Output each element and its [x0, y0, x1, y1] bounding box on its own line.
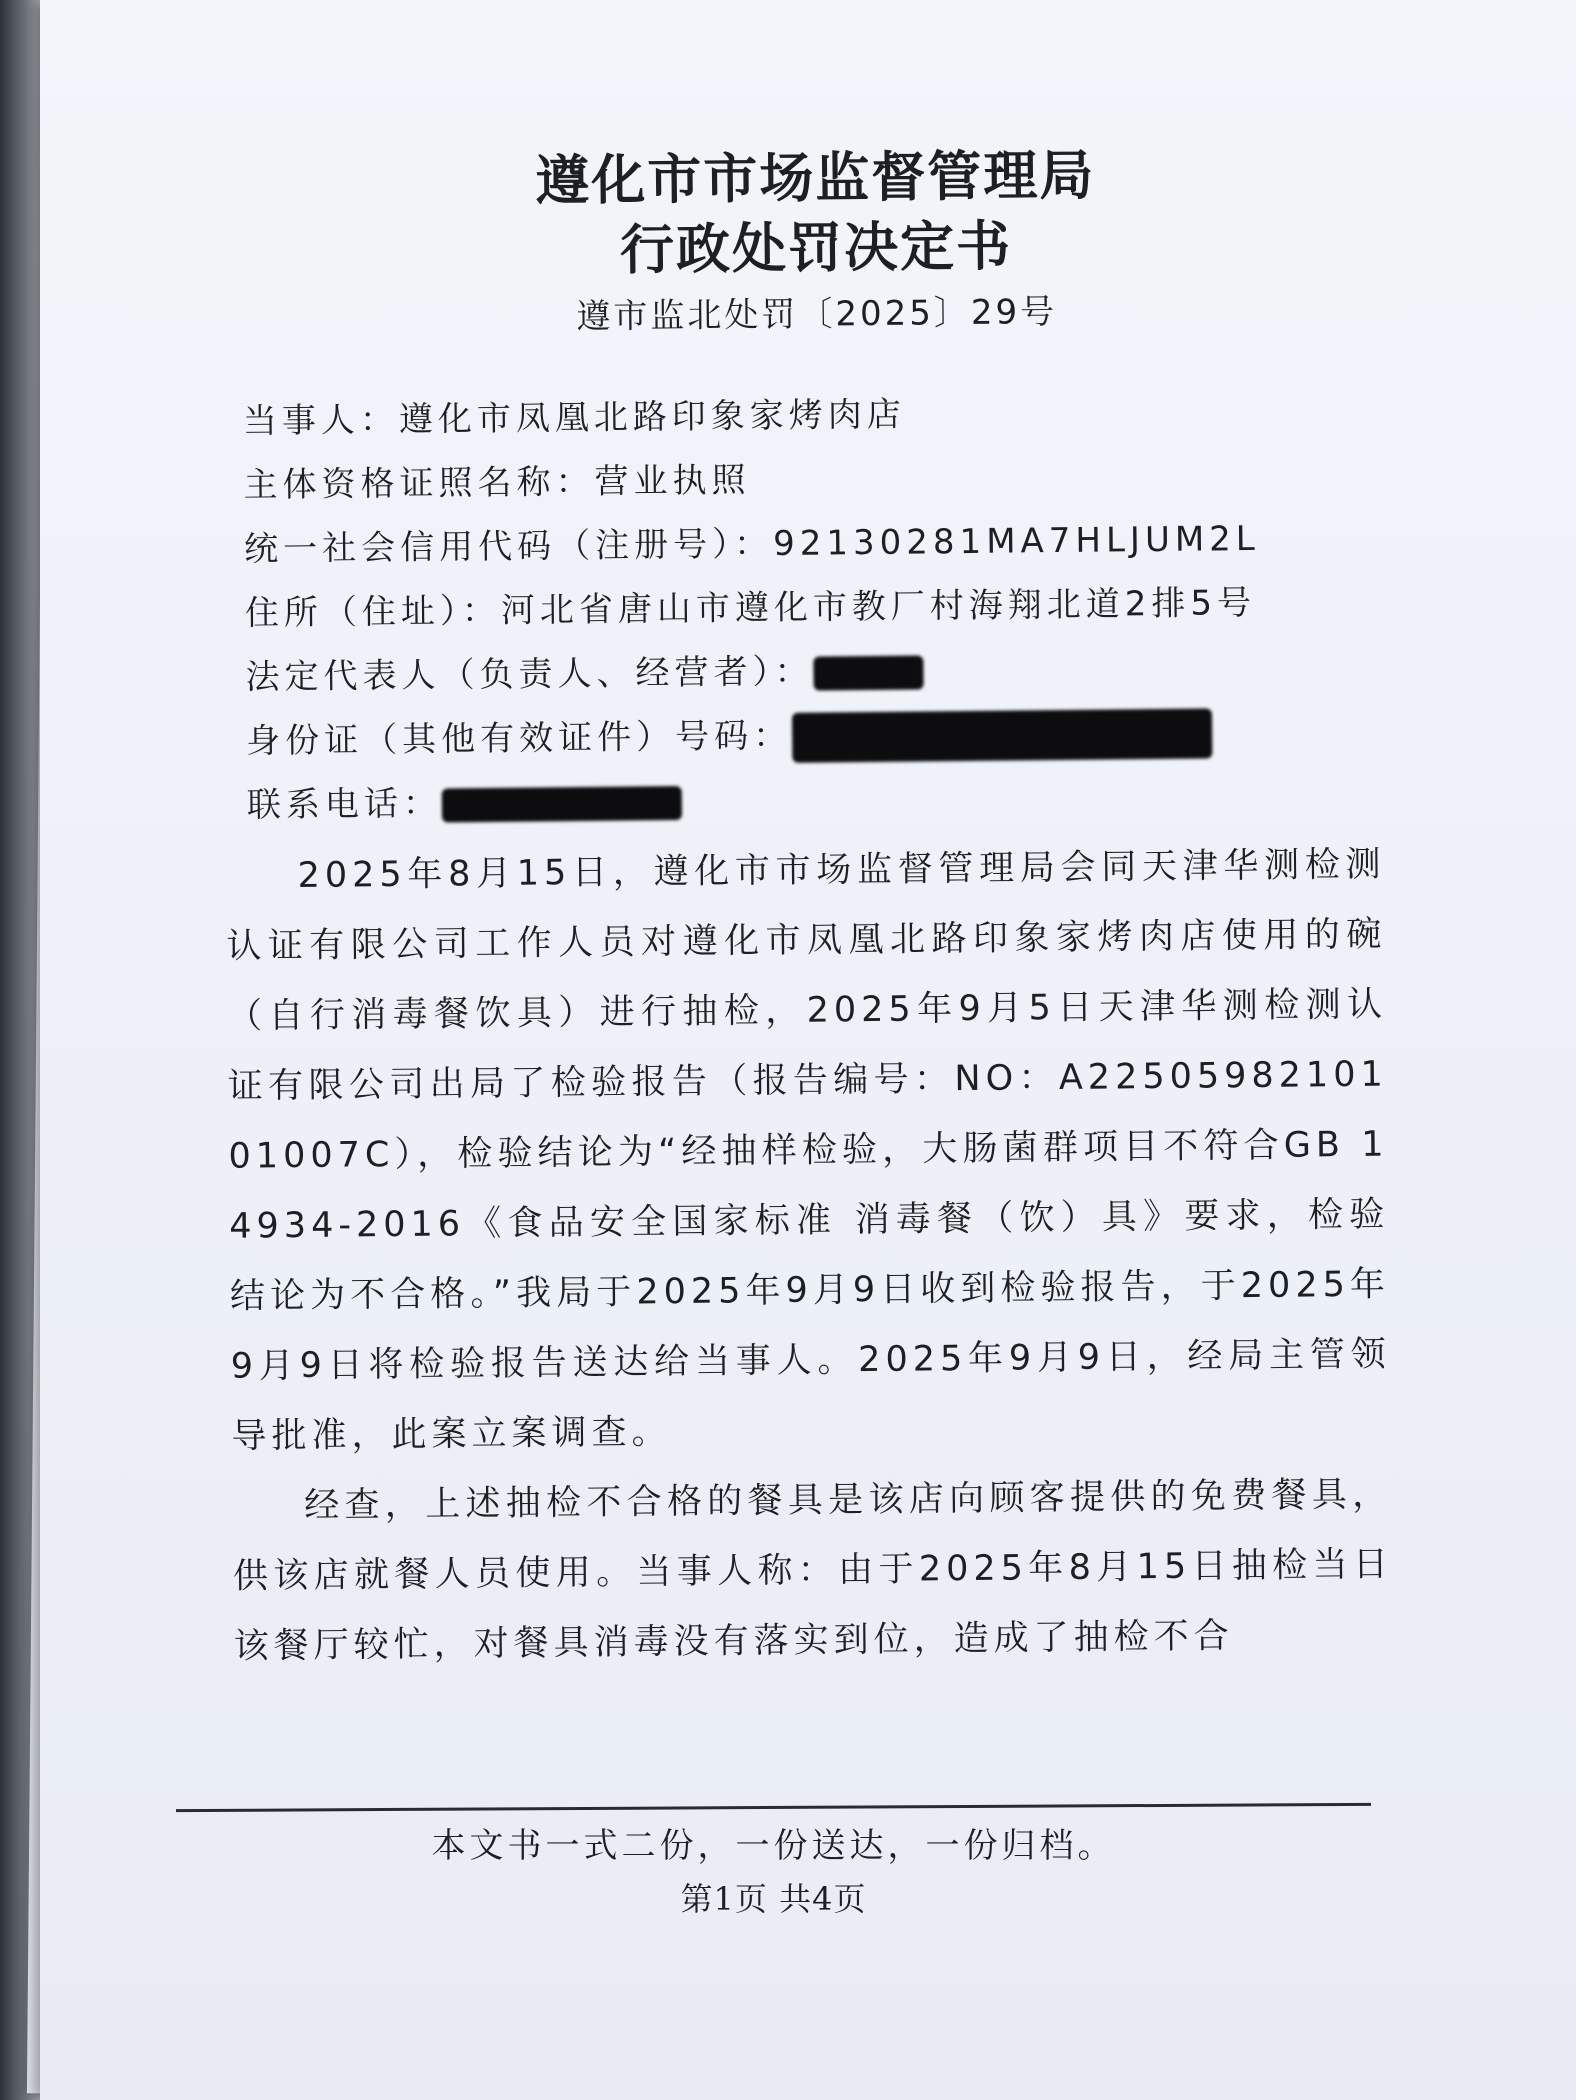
party-info — [203, 377, 1408, 838]
id-number-field — [246, 697, 1407, 773]
party-name-field: 当事人：遵化市凤凰北路印象家烤肉店 — [242, 394, 907, 442]
legal-representative-redaction — [813, 655, 923, 690]
copies-note: 本文书一式二份，一份送达，一份归档。 — [431, 1826, 1116, 1866]
page-number: 第1页 共4页 — [680, 1880, 867, 1918]
paragraph-investigation: 经查，上述抽检不合格的餐具是该店向顾客提供的免费餐具，供该店就餐人员使用。当事人称：由于2025年8月15日抽检当日该餐厅较忙，对餐具消毒没有落实到位，造成了抽检不合 — [232, 1474, 1394, 1667]
id-number-redaction — [792, 708, 1213, 762]
license-name-field: 主体资格证照名称：营业执照 — [243, 460, 751, 506]
id-number-label: 身份证（其他有效证件）号码： — [245, 715, 793, 762]
phone-label: 联系电话： — [246, 783, 443, 826]
document-page — [40, 0, 1576, 2100]
issuing-authority-title: 遵化市市场监督管理局 — [535, 143, 1096, 213]
phone-field — [247, 761, 1408, 837]
document-content — [200, 137, 1416, 1681]
credit-code-field: 统一社会信用代码（注册号）：92130281MA7HLJUM2L — [243, 518, 1260, 570]
document-number: 遵市监北处罚〔2025〕29号 — [576, 292, 1058, 338]
address-field: 住所（住址）：河北省唐山市遵化市教厂村海翔北道2排5号 — [244, 582, 1257, 634]
phone-redaction — [442, 785, 682, 822]
document-type-title: 行政处罚决定书 — [619, 214, 1013, 282]
decision-body — [207, 830, 1394, 1682]
footer-divider — [176, 1803, 1371, 1812]
paragraph-inspection: 2025年8月15日，遵化市市场监督管理局会同天津华测检测认证有限公司工作人员对遵化市凤凰北路印象家烤肉店使用的碗（自行消毒餐饮具）进行抽检，2025年9月5日天津华测检测认证有限公司出局了检验报告（报告编号：NO：A2250598210101007C），检验结论为“经抽样检验，大肠菌群项目不符合GB 14934-2016《食品安全国家标准 消毒餐（饮）具》要求，检验结论为不合格。”我局于2025年9月9日收到检验报告，于2025年9月9日将检验报告送达给当事人。2025年9月9日，经局主管领导批准，此案立案调查。 — [226, 844, 1391, 1457]
legal-representative-field — [245, 633, 1406, 709]
legal-representative-label: 法定代表人（负责人、经营者）： — [245, 651, 814, 698]
